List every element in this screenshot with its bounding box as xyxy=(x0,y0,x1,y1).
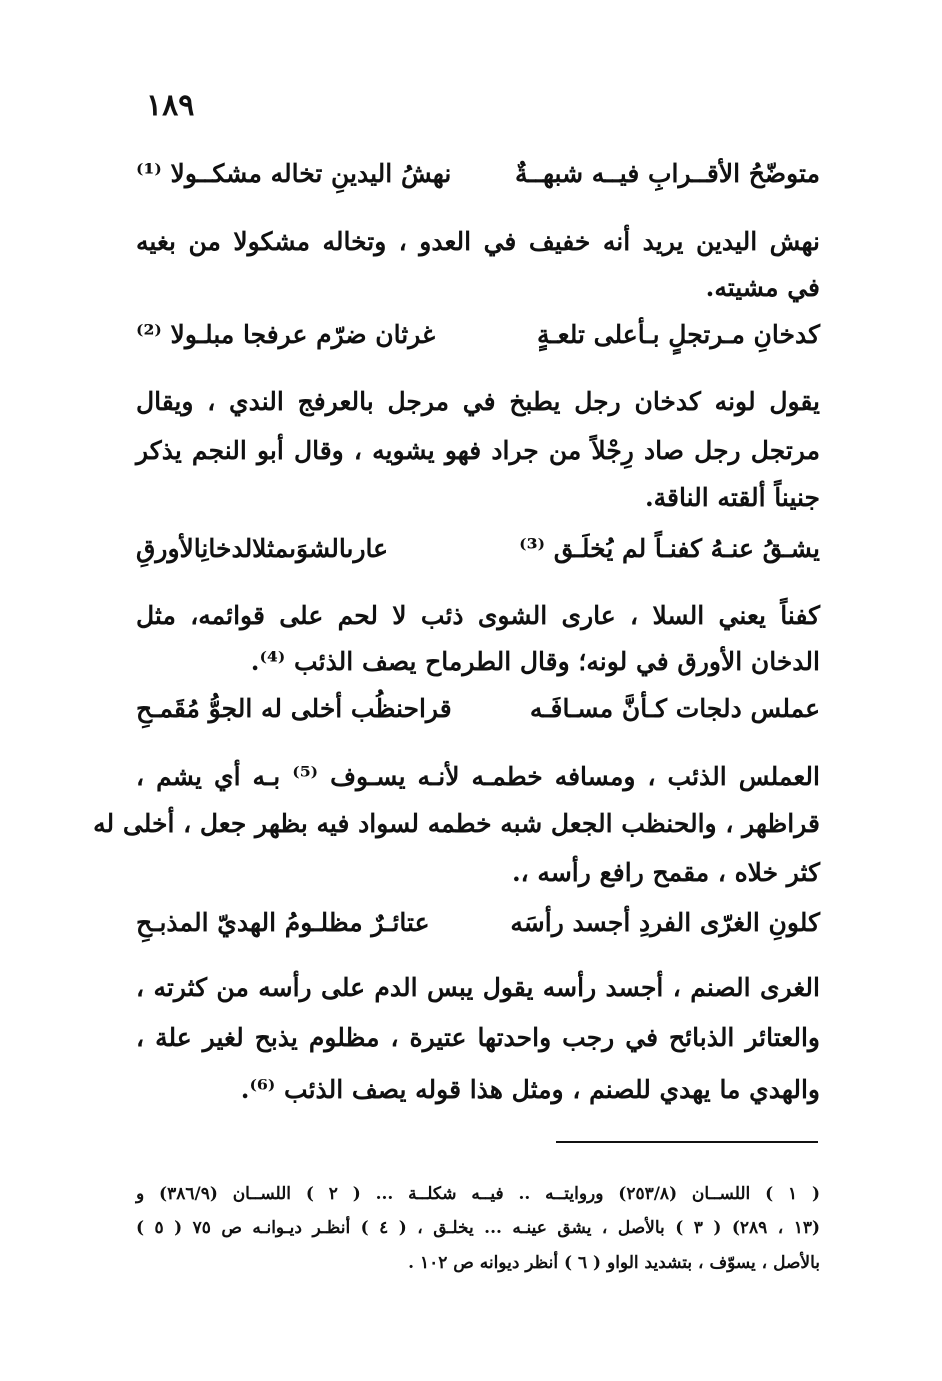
verse-second-hemistich: عتائـرٌ مظلـومُ الهديّ المذبـحِ xyxy=(136,908,430,937)
footnote-line: ( ١ ) اللســان (٢٥٣/٨) وروايتــه .. فيــه شكلــة ... ( ٢ ) اللســان (٣٨٦/٩) و xyxy=(136,1184,820,1204)
prose-line: كفناً يعني السلا ، عارى الشوى ذئب لا لحم على قوائمه، مثل xyxy=(136,601,820,630)
page-number: ١٨٩ xyxy=(146,88,195,123)
verse-second-hemistich: عارىالشوَىمثلالدخانِالأورقِ xyxy=(136,534,389,563)
verse-second-hemistich: غرثان ضرّم عرفجا مبلـولا ⁽²⁾ xyxy=(136,320,436,349)
prose-line: الغرى الصنم ، أجسد رأسه يقول يبس الدم على رأسه من كثرته ، xyxy=(136,973,820,1002)
footnote-separator xyxy=(556,1141,818,1143)
verse-first-hemistich: عملس دلجات كـأنَّ مسـافَـه xyxy=(529,694,820,723)
verse-first-hemistich: كلونِ الغرّى الفردِ أجسد رأسَه xyxy=(510,908,820,937)
prose-line: الدخان الأورق في لونه؛ وقال الطرماح يصف الذئب ⁽⁴⁾. xyxy=(250,647,820,676)
verse-second-hemistich: قراحنظُب أخلى له الجوُّ مُقَمـحِ xyxy=(136,694,452,723)
verse-line xyxy=(136,687,820,731)
verse-line xyxy=(136,152,820,196)
footnote-line: (١٣ ، ٢٨٩) ( ٣ ) بالأصل ، يشق عينـه ... يخلـق ، ( ٤ ) أنظـر ديـوانـه ص ٧٥ ( ٥ ) xyxy=(136,1218,821,1238)
prose-line: والهدي ما يهدي للصنم ، ومثل هذا قوله يصف الذئب ⁽⁶⁾. xyxy=(240,1075,820,1104)
verse-first-hemistich: متوضّحُ الأقــرابِ فيــه شبهــةٌ xyxy=(514,159,820,188)
verse-second-hemistich: نهشُ اليدينِ تخاله مشكــولا ⁽¹⁾ xyxy=(136,159,452,188)
prose-line: كثر خلاه ، مقمح رافع رأسه ،. xyxy=(511,858,820,887)
prose-line: العملس الذئب ، ومسافه خطمـه لأنـه يسـوف ⁽⁵⁾ بـه أي يشم ، xyxy=(136,762,820,791)
verse-line xyxy=(136,527,820,571)
verse-line xyxy=(136,313,820,357)
prose-line: نهش اليدين يريد أنه خفيف في العدو ، وتخاله مشكولا من بغيه xyxy=(136,227,820,256)
prose-line: جنيناً ألقته الناقة. xyxy=(644,483,820,512)
prose-line: في مشيته. xyxy=(705,273,820,302)
verse-line xyxy=(136,901,820,945)
verse-first-hemistich: كدخانِ مـرتجلٍ بـأعلى تلعـةٍ xyxy=(536,320,820,349)
prose-line: والعتائر الذبائح في رجب واحدتها عتيرة ، مظلوم يذبح لغير علة ، xyxy=(136,1023,820,1052)
footnote-line: بالأصل ، يسوّف ، بتشديد الواو ( ٦ ) أنظر ديوانه ص ١٠٢ . xyxy=(408,1253,820,1273)
prose-line: قراظهر ، والحنظب الجعل شبه خطمه لسواد فيه بظهر جعل ، أخلى له xyxy=(93,809,820,838)
prose-line: مرتجل رجل صاد رِجْلاً من جراد فهو يشويه ، وقال أبو النجم يذكر xyxy=(136,436,820,465)
verse-first-hemistich: يشـقُ عنـهُ كفنـاً لم يُخلَـق ⁽³⁾ xyxy=(519,534,820,563)
prose-line: يقول لونه كدخان رجل يطبخ في مرجل بالعرفج الندي ، ويقال xyxy=(136,387,820,416)
